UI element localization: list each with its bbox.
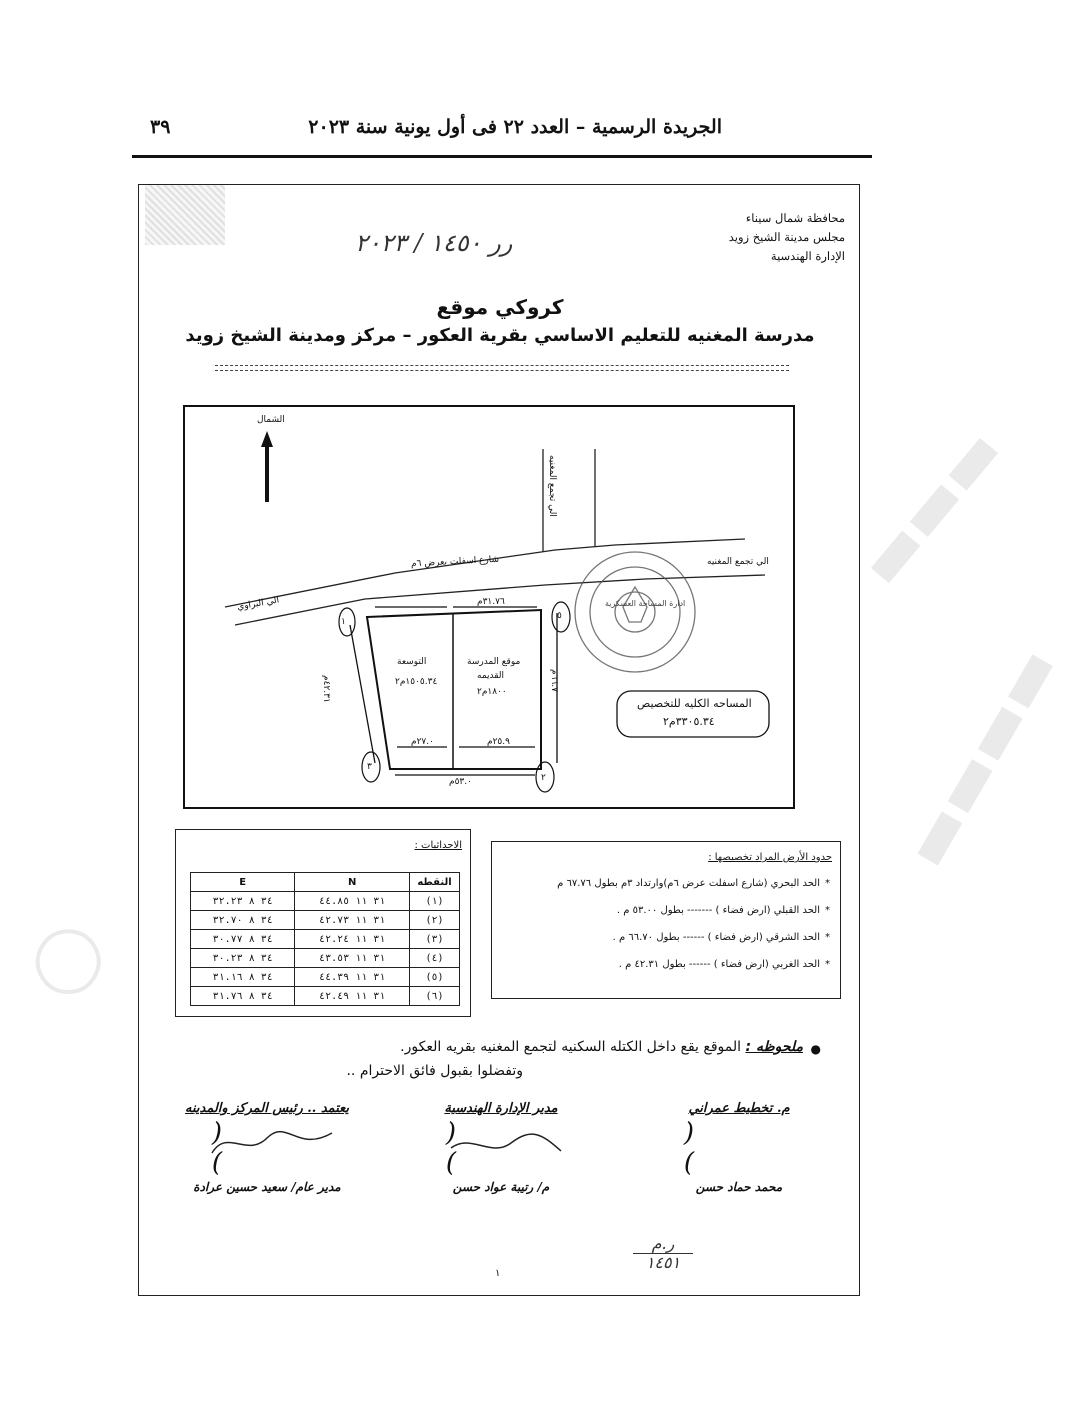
old-school-label-2: القديمه: [477, 671, 505, 681]
table-row: [191, 949, 460, 968]
list-item: * الحد القبلي (ارض فضاء ) ------- بطول ٥٣.٠٠ م .: [557, 905, 830, 932]
authority-department: الإدارة الهندسية: [770, 249, 845, 263]
cell-n: ٣١ ١١ ٤٢.٧٣: [295, 911, 410, 930]
boundaries-title: حدود الأرض المراد تخصيصها :: [708, 852, 832, 863]
table-row: [191, 911, 460, 930]
to-barawi-label: الي البراوي: [236, 595, 280, 613]
authority-governorate: محافظة شمال سيناء: [745, 211, 845, 225]
dimension-bottom-right: ٢٥.٩م: [487, 737, 510, 747]
note-line: [400, 1039, 821, 1056]
note-label: ملحوظه :: [745, 1039, 803, 1055]
table-row: [191, 968, 460, 987]
old-school-label-1: موقع المدرسة: [467, 657, 521, 667]
point-label-5: ٥: [557, 611, 562, 621]
table-row: [191, 892, 460, 911]
issuing-authority: [729, 209, 845, 266]
signature-name: مدير عام/ سعيد حسين عرادة: [193, 1180, 341, 1194]
dimension-bottom-left: ٢٧.٠م: [411, 737, 434, 747]
closing-line: وتفضلوا بقبول فائق الاحترام ..: [346, 1063, 523, 1079]
coordinates-table: [190, 872, 460, 1006]
cell-e: ٣٤ ٨ ٣٢.٢٣: [191, 892, 295, 911]
document-title: كروكي موقع: [436, 295, 564, 319]
table-row: [191, 930, 460, 949]
cell-e: ٣٤ ٨ ٣٠.٢٣: [191, 949, 295, 968]
watermark-icon: ◯: [16, 907, 116, 1008]
to-village-right-label: الي تجمع المغنيه: [707, 557, 769, 567]
handwritten-file-reference: رر ١٤٥٠ / ٢٠٢٣: [355, 229, 513, 257]
bullet-icon: ●: [810, 1042, 821, 1056]
dimension-west: ٤٢.٣١م: [321, 675, 331, 703]
scan-page-mark: ١: [495, 1268, 501, 1279]
point-label-2: ٢: [541, 773, 546, 783]
signature-parentheses: ( ): [683, 1118, 795, 1178]
total-area-label: المساحه الكليه للتخصيص: [637, 697, 752, 710]
cell-point: (٤): [410, 949, 460, 968]
coordinates-header-row: [191, 873, 460, 892]
cell-point: (٣): [410, 930, 460, 949]
handwritten-signature-icon: [207, 1123, 337, 1163]
cell-n: ٣١ ١١ ٤٢.٢٤: [295, 930, 410, 949]
note-text: الموقع يقع داخل الكتله السكنيه لتجمع المغنيه بقريه العكور.: [400, 1039, 746, 1055]
header-rule: [132, 155, 872, 158]
signature-block-planner: [639, 1101, 839, 1194]
boundaries-panel: [491, 841, 841, 999]
cell-point: (١): [410, 892, 460, 911]
col-point: النقطه: [410, 873, 460, 892]
map-drawing: [185, 407, 793, 807]
signature-block-approver: [167, 1101, 367, 1194]
watermark-icon: ▬▬▬▬: [887, 634, 1074, 881]
boundaries-list: [557, 878, 830, 986]
page-header: [132, 116, 872, 156]
watermark-icon: ▬▬▬: [843, 413, 1018, 602]
list-item: * الحد الغربي (ارض فضاء ) ------ بطول ٤٢.٣١ م .: [557, 959, 830, 986]
page-number: ٣٩: [150, 116, 171, 138]
stamp-text: ادارة المساحة العسكرية: [605, 599, 686, 608]
site-sketch-map: [183, 405, 795, 809]
cell-point: (٢): [410, 911, 460, 930]
title-double-rule: [215, 365, 789, 371]
signature-parentheses: ( ): [211, 1118, 323, 1178]
signature-parentheses: ( ): [445, 1118, 557, 1178]
corner-stamp-mark: [145, 185, 225, 245]
handwritten-signature-icon: [441, 1123, 571, 1163]
signature-name: محمد حماد حسن: [695, 1180, 783, 1194]
signature-title: مدير الإدارة الهندسية: [444, 1101, 558, 1116]
old-school-area: ١٨٠٠م٢: [477, 687, 507, 697]
list-item: * الحد الشرقي (ارض فضاء ) ------ بطول ٦٦.٧٠ م .: [557, 932, 830, 959]
table-row: [191, 987, 460, 1006]
cell-n: ٣١ ١١ ٤٣.٥٣: [295, 949, 410, 968]
footer-line-1: ر.م: [651, 1234, 675, 1253]
signature-block-eng-manager: [401, 1101, 601, 1194]
handwritten-footer-note: [633, 1235, 693, 1272]
official-seal-icon: [575, 552, 695, 672]
scanned-document: [138, 184, 860, 1296]
cell-point: (٦): [410, 987, 460, 1006]
coordinates-panel: [175, 829, 471, 1017]
expansion-area: ١٥٠٥.٣٤م٢: [395, 677, 438, 687]
north-arrow-icon: [261, 431, 273, 502]
dimension-bottom-total: ٥٣.٠م: [449, 777, 472, 787]
footer-line-2: ١٤٥١: [645, 1253, 681, 1272]
dimension-top: ٣١.٧٦م: [477, 597, 505, 607]
cell-n: ٣١ ١١ ٤٢.٤٩: [295, 987, 410, 1006]
point-label-3: ٣: [367, 762, 372, 772]
document-subtitle: مدرسة المغنيه للتعليم الاساسي بقرية العكور – مركز ومدينة الشيخ زويد: [185, 325, 815, 346]
cell-e: ٣٤ ٨ ٣٠.٧٧: [191, 930, 295, 949]
authority-council: مجلس مدينة الشيخ زويد: [728, 230, 845, 244]
cell-n: ٣١ ١١ ٤٤.٣٩: [295, 968, 410, 987]
coordinates-title: الاحداثيات :: [414, 840, 462, 851]
point-label-1: ١: [341, 617, 346, 627]
expansion-label: التوسعة: [397, 657, 427, 667]
gazette-title: الجريدة الرسمية – العدد ٢٢ فى أول يونية سنة ٢٠٢٣: [308, 116, 722, 138]
col-n: N: [295, 873, 410, 892]
signature-title: يعتمد .. رئيس المركز والمدينه: [184, 1101, 350, 1116]
cell-e: ٣٤ ٨ ٣٢.٧٠: [191, 911, 295, 930]
signature-title: م. تخطيط عمراني: [688, 1101, 790, 1116]
col-e: E: [191, 873, 295, 892]
north-label: الشمال: [257, 415, 285, 425]
to-village-top-label: الي تجمع المغنيه: [547, 455, 557, 517]
cell-n: ٣١ ١١ ٤٤.٨٥: [295, 892, 410, 911]
street-label: شارع اسفلت بعرض ٦م: [410, 554, 500, 570]
survey-point-markers: [339, 602, 570, 792]
total-area-value: ٣٣٠٥.٣٤م٢: [663, 715, 715, 728]
cell-e: ٣٤ ٨ ٣١.١٦: [191, 968, 295, 987]
parcel-outline: [367, 610, 541, 769]
cell-e: ٣٤ ٨ ٣١.٧٦: [191, 987, 295, 1006]
list-item: * الحد البحري (شارع اسفلت عرض ٦م)وارتداد ٣م بطول ٦٧.٧٦ م: [557, 878, 830, 905]
cell-point: (٥): [410, 968, 460, 987]
signature-name: م/ رتيبة عواد حسن: [452, 1180, 550, 1194]
dimension-east: ٦٦.٧م: [549, 669, 559, 692]
